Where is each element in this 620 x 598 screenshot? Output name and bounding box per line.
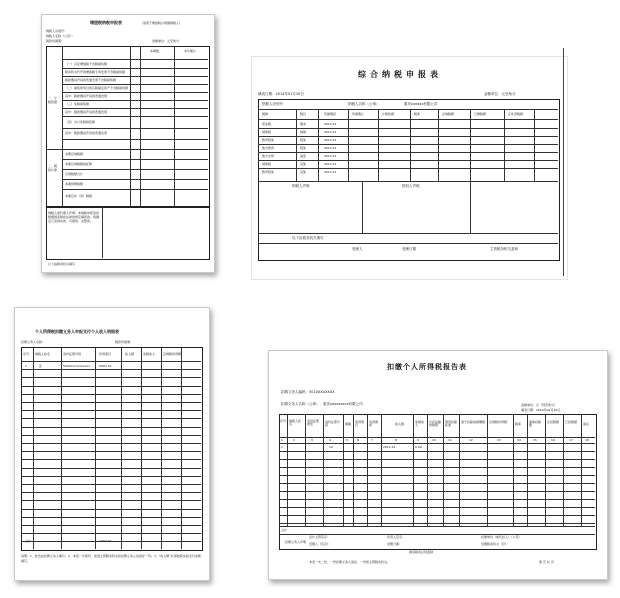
report-col-line	[413, 414, 414, 526]
combined-row-1-item: 城建	[300, 130, 307, 134]
vat-section1-label: 一、计税依据	[48, 96, 58, 104]
detail-row-line	[21, 394, 201, 395]
detail-row-1-name: 张	[39, 364, 43, 368]
report-header-13: 税率	[515, 422, 522, 426]
vat-divider	[62, 169, 208, 170]
report-header-9: 允许扣除的税费	[429, 420, 442, 427]
vat-divider	[62, 108, 208, 109]
report-header-8: 免税收入	[415, 420, 425, 427]
combined-row-4-item: 基金	[300, 154, 307, 158]
report-col-line	[443, 414, 444, 526]
report-total-label: 合计	[281, 528, 288, 532]
vat-divider	[62, 76, 208, 77]
combined-row-2-tax: 教育附加	[262, 138, 275, 142]
combined-row-2-item: 附加	[300, 138, 307, 142]
report-row-line	[279, 459, 595, 460]
combined-header-1: 税目	[300, 112, 307, 116]
detail-row-line	[21, 377, 201, 378]
detail-header-2: 身份证照号码	[63, 352, 82, 356]
report-col-line	[487, 414, 488, 526]
vat-row-9: 其中：税控器具开具的普通发票	[65, 131, 108, 135]
vat-taxpayer-name: 纳税人名称（公章）：	[46, 34, 75, 38]
report-header-14: 速算扣除数	[529, 420, 542, 427]
report-withholder-name: 扣缴义务人名称（公章）：重庆xxxxxxxxx有限公司	[281, 402, 363, 406]
vat-divider	[130, 46, 131, 206]
detail-row-line	[21, 386, 201, 387]
detail-row-line	[21, 533, 201, 534]
report-header-11: 准予扣除的捐赠额	[461, 420, 486, 424]
detail-row-line	[21, 468, 201, 469]
report-row-line	[279, 499, 595, 500]
detail-header-3: 所得项目	[99, 352, 112, 356]
combined-row-4-tax: 地方水利	[262, 154, 275, 158]
detail-row-line	[21, 369, 201, 370]
detail-row-line	[21, 484, 201, 485]
vat-divider	[62, 179, 208, 180]
detail-row-line	[21, 443, 201, 444]
detail-row-line	[21, 509, 201, 510]
combined-tax-officer: 主管税务机关盖章	[490, 247, 518, 251]
report-row-line	[279, 515, 595, 516]
combined-divider	[258, 160, 558, 161]
vat-divider	[62, 100, 208, 101]
report-colnum-14: 14	[517, 437, 521, 442]
combined-agent-declare: 授权人声明	[402, 184, 420, 188]
report-header-17: 备注	[583, 422, 590, 426]
report-header-15: 应扣税额	[547, 420, 560, 424]
detail-header-5: 免税收入	[143, 352, 156, 356]
combined-company: 重庆xxxxxx有限公司	[404, 102, 438, 106]
combined-title: 综合纳税申报表	[358, 70, 442, 79]
report-header-16: 已扣税额	[565, 420, 578, 424]
report-colnum-2: 2	[293, 437, 295, 442]
detail-row-line	[21, 418, 201, 419]
report-sign-3: 负责人签字：	[387, 535, 406, 539]
report-col-line	[427, 414, 428, 526]
combined-divider	[362, 181, 363, 233]
combined-date: 填表日期：2014年01月10日	[258, 92, 304, 96]
combined-row-5-period: 2013.12	[324, 162, 337, 166]
combined-divider	[258, 136, 558, 137]
report-row-line	[279, 526, 595, 527]
vat-return-form	[41, 14, 215, 273]
detail-row-line	[21, 459, 201, 460]
vat-divider	[46, 149, 208, 150]
individual-income-detail-form	[14, 307, 210, 581]
vat-row-11: 本期应纳税额减征额	[65, 162, 93, 166]
combined-divider	[258, 168, 558, 169]
combined-header-6: 应纳税额	[442, 112, 455, 116]
combined-row-0-tax: 营业税	[262, 122, 272, 126]
report-colnum-4: 4	[329, 437, 331, 442]
vat-row-12: 应纳税额合计	[65, 172, 84, 176]
report-col-line	[513, 414, 514, 526]
combined-divider	[258, 119, 558, 120]
combined-divider	[318, 109, 319, 181]
report-unit: 金额单位：元（列至角分）	[521, 403, 558, 407]
combined-taxpayer-name: 纳税人名称（公章）	[348, 102, 380, 106]
report-colnum-18: 18	[585, 437, 589, 442]
vat-section2-label: 二、税款计算	[48, 164, 58, 172]
vat-divider	[62, 128, 208, 129]
vat-col2-header: 本年累计	[184, 49, 197, 53]
combined-header-0: 税种	[262, 112, 269, 116]
report-header-6: 所得期间	[369, 420, 379, 427]
detail-row-line	[21, 435, 201, 436]
combined-row-0-item: 服务	[300, 122, 307, 126]
report-date: 填表日期：2014年01月10日	[521, 408, 561, 412]
report-colnum-3: 3	[311, 437, 313, 442]
combined-row-2-period: 2013.12	[324, 138, 337, 142]
vat-divider	[102, 206, 103, 258]
combined-row-5-item: 其他	[300, 162, 307, 166]
detail-title: 个人所得税扣缴义务人申报支付个人收入明细表	[35, 329, 119, 334]
combined-divider	[258, 128, 558, 129]
vat-declare-text: 纳税人或代理人声明：本纳税申报表是根据国家税收法律的规定填报的，我确定它是真实的、可靠的、完整的。	[48, 211, 100, 224]
report-colnum-6: 6	[357, 437, 359, 442]
report-header-10: 费用扣除标准	[445, 420, 458, 427]
vat-row-13: 本期预缴税额	[65, 182, 84, 186]
report-colnum-7: 7	[371, 437, 373, 442]
combined-divider	[504, 109, 505, 181]
report-col-line	[353, 414, 354, 526]
detail-row-line	[21, 410, 201, 411]
report-colnum-8: 8	[395, 437, 397, 442]
detail-row-line	[21, 476, 201, 477]
combined-row-4-period: 2013.12	[324, 154, 337, 158]
detail-row-1-amount: 2003.10	[99, 364, 112, 368]
report-page: 第 页 共 页	[539, 560, 554, 564]
vat-form-title: 增值税纳税申报表	[90, 20, 122, 25]
report-colnum-5: 5	[346, 437, 348, 442]
vat-row-1: （一）应征增值税不含税销售额	[65, 62, 108, 66]
detail-row-line	[21, 451, 201, 452]
report-row-1-value: 0.00	[415, 445, 422, 449]
report-colnum-11: 11	[448, 437, 452, 442]
detail-row-line	[21, 525, 201, 526]
detail-row-1-id: 500xxxxxxxxxxxx	[63, 364, 91, 368]
vat-foot: 以下由税务机关填写	[48, 262, 76, 266]
combined-row-6-item: 其他	[300, 170, 307, 174]
report-colnum-12: 12	[469, 437, 473, 442]
report-row-line	[279, 467, 595, 468]
vat-row-7: 其中：税控器具开具的普通发票	[65, 110, 108, 114]
detail-row-line	[21, 500, 201, 501]
combined-divider	[258, 144, 558, 145]
combined-row-6-tax: 教育附加	[262, 170, 275, 174]
detail-row-line	[21, 517, 201, 518]
combined-taxpayer-id: 纳税人识别号	[262, 102, 283, 106]
detail-row-line	[21, 402, 201, 403]
detail-notes: 说明：1、此表由扣缴义务人填写。2、本表一式两份，报送主管税务机关和扣缴义务人各留存一份。3、“收入额”栏请按照实际支付金额填写。	[21, 554, 201, 563]
combined-row-1-tax: 城建税	[262, 130, 272, 134]
combined-divider	[258, 181, 558, 182]
report-sign-1: 扣缴义务人声明	[285, 540, 307, 544]
report-col-line	[545, 414, 546, 526]
report-row-line	[279, 451, 595, 452]
vat-row-6: （三）免税销售额	[65, 102, 90, 106]
vat-form-subtitle: （适用于增值税小规模纳税人）	[140, 21, 183, 25]
report-row-1-period: 201x.12	[383, 445, 396, 449]
report-colnum-15: 15	[533, 437, 537, 442]
report-sign-6: 受理日期：	[387, 542, 403, 546]
report-title: 扣缴个人所得税报告表	[387, 363, 467, 371]
combined-row-3-period: 2013.12	[324, 146, 337, 150]
report-row-line	[279, 523, 595, 524]
combined-row-6-period: 2013.12	[324, 170, 337, 174]
report-header-7: 收入额	[395, 422, 405, 426]
vat-divider	[62, 59, 208, 60]
vat-row-8: （四）出口免税销售额	[65, 120, 96, 124]
detail-header-0: 序号	[23, 352, 30, 356]
report-col-line	[581, 414, 582, 526]
combined-divider	[296, 109, 297, 181]
combined-divider	[348, 109, 349, 181]
report-office: 国家税务总局监制	[409, 550, 434, 554]
detail-total-label: 合计	[25, 539, 32, 543]
vat-unit: 金额单位：元至角分	[152, 39, 180, 43]
report-footer: 本表一式二份，一份扣缴义务人留存，一份报主管税务机关。	[309, 560, 391, 564]
detail-row-line	[21, 361, 201, 362]
combined-divider	[470, 109, 471, 181]
report-row-line	[279, 491, 595, 492]
report-col-line	[381, 414, 382, 526]
report-col-line	[563, 414, 564, 526]
vat-row-5: 其中：税控器具开具的普通发票	[65, 94, 108, 98]
detail-total-value: 2003.10	[99, 539, 112, 543]
vat-divider	[62, 139, 208, 140]
report-sign-2: 会计主管签字：	[309, 535, 331, 539]
combined-unit: 金额单位：元至角分	[484, 92, 516, 96]
withholding-tax-report	[268, 350, 608, 580]
vat-col1-header: 本期数	[150, 49, 160, 53]
report-colnum-17: 17	[569, 437, 573, 442]
combined-divider	[258, 243, 558, 244]
vat-row-14: 本期应补（退）税额	[65, 194, 93, 198]
report-header-12: 应纳税所得额	[489, 420, 508, 424]
combined-divider	[534, 109, 535, 181]
report-sign-5: 受理人（签章）：	[309, 542, 332, 546]
vat-taxpayer-id: 纳税人识别号：	[46, 29, 68, 33]
combined-row-5-tax: 城建税	[262, 162, 272, 166]
report-header-2: 身份证照类型	[307, 419, 320, 426]
combined-divider	[258, 152, 558, 153]
report-header-3: 身份证照号码	[325, 420, 341, 427]
combined-row-1-period: 2013.12	[324, 130, 337, 134]
vat-divider	[62, 189, 208, 190]
combined-divider	[438, 109, 439, 181]
combined-tax-return	[251, 56, 568, 280]
report-col-line	[305, 414, 306, 526]
combined-taxpayer-declare: 纳税人声明	[292, 184, 310, 188]
vat-row-3: 税控器具开具的普通发票不含税销售额	[65, 78, 117, 82]
report-row-1-no: 1	[281, 445, 283, 449]
report-col-line	[527, 414, 528, 526]
detail-period: 税款所属期：	[115, 340, 134, 344]
combined-foot: 以下由税务机关填写	[292, 236, 324, 240]
report-colnum-16: 16	[551, 437, 555, 442]
report-col-line	[323, 414, 324, 526]
combined-header-2: 所属期起	[324, 112, 337, 116]
report-table	[279, 414, 597, 550]
report-row-1-month: 10	[329, 445, 333, 449]
report-colnum-10: 10	[432, 437, 436, 442]
combined-divider	[378, 109, 379, 181]
vat-divider	[62, 84, 208, 85]
vat-divider	[174, 46, 175, 206]
combined-received-by: 受理人	[352, 247, 363, 251]
report-colnum-13: 13	[497, 437, 501, 442]
vat-row-10: 本期应纳税额	[65, 152, 84, 156]
report-sign-4: 扣缴单位（或代扣人）（公章）	[481, 535, 522, 539]
vat-divider	[62, 92, 208, 93]
combined-header-8: 应补退税额	[508, 112, 524, 116]
report-row-line	[279, 475, 595, 476]
page-edge-line	[563, 48, 564, 276]
vat-period: 税款所属期：	[46, 39, 65, 43]
vat-row-2: 税务机关代开的增值税专用发票不含税销售额	[65, 70, 126, 74]
detail-row-1-no: 1	[25, 364, 27, 368]
combined-header-4: 计税依据	[382, 112, 395, 116]
detail-withholder: 扣缴义务人名称：	[21, 340, 46, 344]
detail-row-line	[21, 492, 201, 493]
combined-row-3-tax: 地方教育	[262, 146, 275, 150]
report-withholder-id: 扣缴义务人编码：5010XXXXXXX	[281, 390, 335, 394]
report-col-line	[287, 414, 288, 526]
detail-header-1: 纳税人姓名	[35, 352, 51, 356]
combined-header-3: 所属期止	[352, 112, 365, 116]
report-sign-7: 受理税务机关（章）：	[481, 542, 510, 546]
combined-row-3-item: 附加	[300, 146, 307, 150]
vat-divider	[62, 159, 208, 160]
vat-divider	[62, 116, 208, 117]
combined-divider	[470, 181, 471, 233]
report-col-line	[367, 414, 368, 526]
report-header-1: 纳税人姓名	[289, 419, 302, 426]
combined-divider	[410, 109, 411, 181]
report-row-line	[279, 443, 595, 444]
combined-row-0-period: 2013.12	[324, 122, 337, 126]
report-row-line	[279, 507, 595, 508]
detail-header-6: 应纳税所得额	[163, 352, 182, 356]
combined-received-date: 受理日期	[402, 247, 416, 251]
report-row-line	[279, 437, 595, 438]
report-header-5: 所得项目	[355, 420, 365, 427]
detail-row-line	[21, 427, 201, 428]
combined-header-7: 已缴税额	[474, 112, 487, 116]
report-header-0: 序号	[280, 419, 287, 423]
report-colnum-9: 9	[417, 437, 419, 442]
combined-divider	[258, 109, 558, 110]
report-colnum-1: 1	[281, 437, 283, 442]
vat-divider	[62, 46, 63, 206]
report-col-line	[343, 414, 344, 526]
vat-divider	[140, 46, 141, 206]
report-header-4: 国籍	[345, 422, 352, 426]
report-col-line	[459, 414, 460, 526]
detail-header-4: 收入额	[125, 352, 135, 356]
combined-header-5: 税率	[414, 112, 421, 116]
report-row-line	[279, 483, 595, 484]
vat-divider	[62, 68, 208, 69]
combined-divider	[258, 233, 558, 234]
vat-row-4: （二）销售使用过的应税固定资产不含税销售额	[65, 86, 129, 90]
